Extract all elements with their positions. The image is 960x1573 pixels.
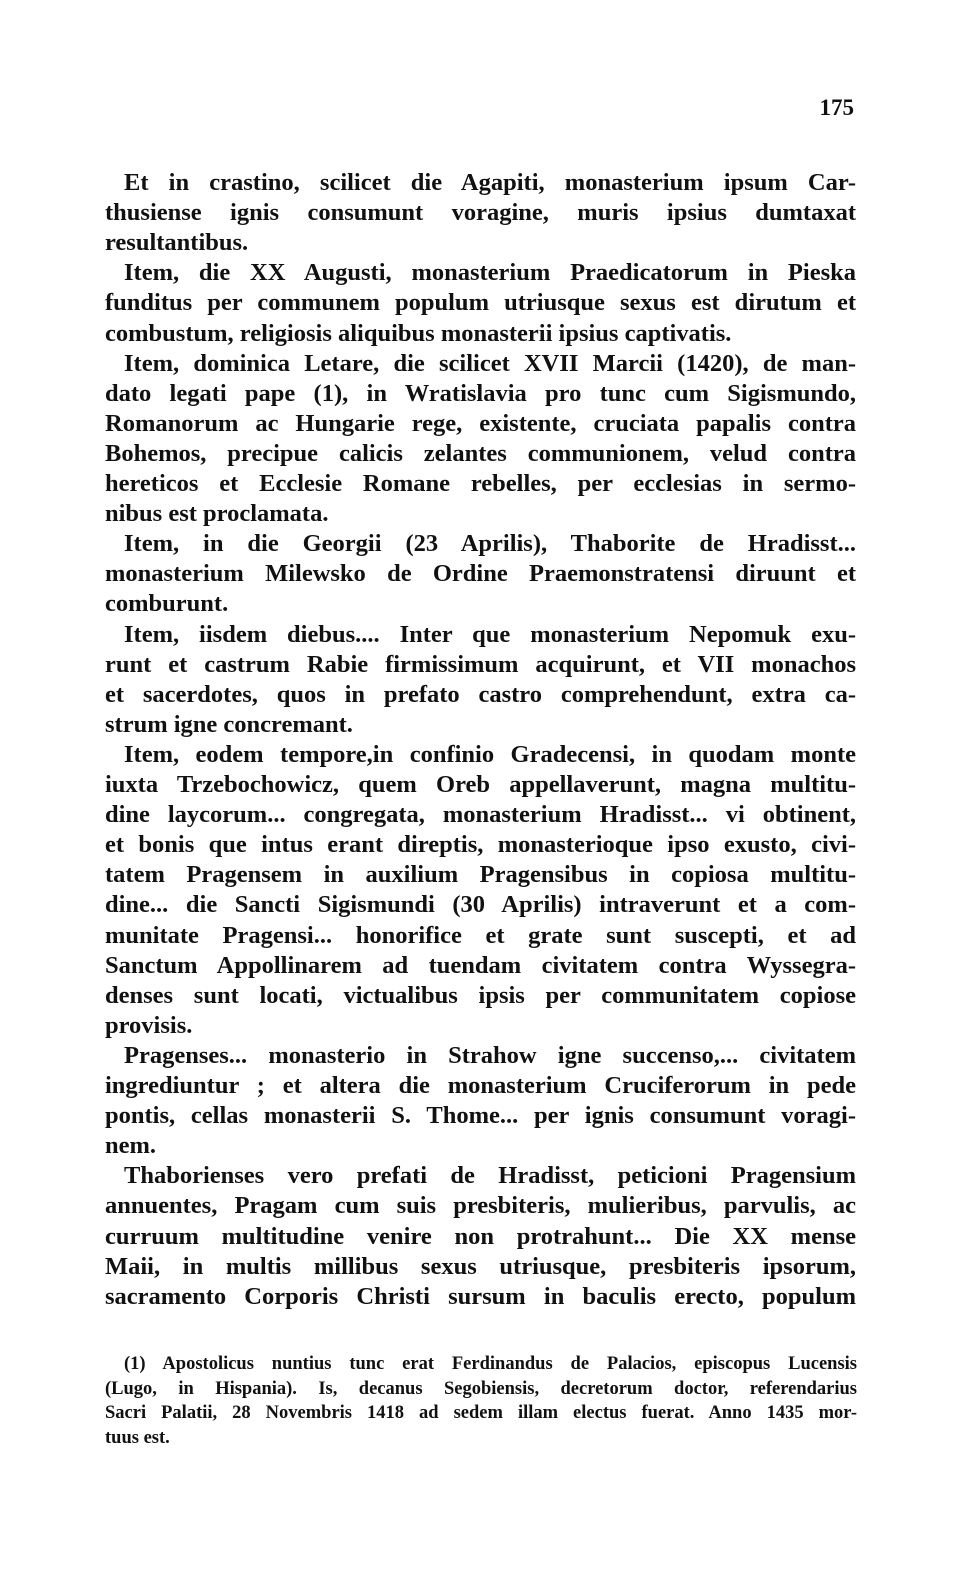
text-line: iuxta Trzebochowicz, quem Oreb appellaverunt, magna multitu- [105, 771, 856, 798]
text-line: Bohemos, precipue calicis zelantes communionem, velud contra [105, 439, 856, 467]
text-line: munitate Pragensi... honorifice et grate sunt suscepti, et ad [105, 921, 856, 949]
text-line: resultantibus. [105, 229, 249, 257]
text-line: curruum multitudine venire non protrahunt... Die XX mense [105, 1222, 856, 1250]
text-line: ingrediuntur ; et altera die monasterium Cruciferorum in pede [105, 1072, 856, 1099]
footnote-line: (1) Apostolicus nuntius tunc erat Ferdinandus de Palacios, episcopus Lucensis [124, 1354, 857, 1374]
text-line: monasterium Milewsko de Ordine Praemonstratensi diruunt et [105, 560, 856, 588]
text-line: Item, in die Georgii (23 Aprilis), Thaborite de Hradisst... [124, 530, 856, 558]
text-line: pontis, cellas monasterii S. Thome... per ignis consumunt voragi- [105, 1102, 856, 1130]
text-line: et bonis que intus erant direptis, monasterioque ipso exusto, civi- [105, 831, 856, 859]
text-line: strum igne concremant. [105, 710, 353, 738]
text-line: comburunt. [105, 590, 229, 618]
text-line: nibus est proclamata. [105, 500, 329, 528]
text-line: provisis. [105, 1011, 193, 1039]
page-number: 175 [819, 95, 854, 120]
text-line: Sanctum Appollinarem ad tuendam civitatem contra Wyssegra- [105, 951, 856, 979]
text-line: Et in crastino, scilicet die Agapiti, monasterium ipsum Car- [124, 169, 856, 196]
text-line: Maii, in multis millibus sexus utriusque, presbiteris ipsorum, [105, 1252, 856, 1280]
text-line: Romanorum ac Hungarie rege, existente, cruciata papalis contra [105, 409, 856, 437]
text-line: Item, die XX Augusti, monasterium Praedicatorum in Pieska [124, 259, 856, 287]
text-line: denses sunt locati, victualibus ipsis per communitatem copiose [105, 981, 856, 1009]
text-line: tatem Pragensem in auxilium Pragensibus in copiosa multitu- [105, 861, 856, 889]
text-line: thusiense ignis consumunt voragine, muris ipsius dumtaxat [105, 199, 856, 227]
text-line: Pragenses... monasterio in Strahow igne succenso,... civitatem [124, 1041, 856, 1069]
text-line: et sacerdotes, quos in prefato castro comprehendunt, extra ca- [105, 680, 856, 708]
text-line: sacramento Corporis Christi sursum in baculis erecto, populum [105, 1282, 856, 1310]
text-line: dine laycorum... congregata, monasterium Hradisst... vi obtinent, [105, 801, 856, 829]
text-line: Item, iisdem diebus.... Inter que monasterium Nepomuk exu- [124, 620, 856, 648]
text-line: dine... die Sancti Sigismundi (30 Aprilis) intraverunt et a com- [105, 891, 856, 919]
text-line: combustum, religiosis aliquibus monasterii ipsius captivatis. [105, 319, 732, 347]
text-line: nem. [105, 1132, 157, 1160]
text-line: Item, dominica Letare, die scilicet XVII Marcii (1420), de man- [124, 349, 856, 377]
footnote-line: Sacri Palatii, 28 Novembris 1418 ad sedem illam electus fuerat. Anno 1435 mor- [105, 1403, 857, 1423]
text-line: Item, eodem tempore,in confinio Gradecensi, in quodam monte [124, 740, 856, 768]
text-line: Thaborienses vero prefati de Hradisst, peticioni Pragensium [124, 1162, 856, 1190]
footnote-line: tuus est. [105, 1427, 170, 1448]
text-line: runt et castrum Rabie firmissimum acquirunt, et VII monachos [105, 650, 856, 678]
text-line: hereticos et Ecclesie Romane rebelles, per ecclesias in sermo- [105, 470, 856, 497]
text-line: annuentes, Pragam cum suis presbiteris, mulieribus, parvulis, ac [105, 1192, 856, 1220]
footnote-line: (Lugo, in Hispania). Is, decanus Segobiensis, decretorum doctor, referendarius [105, 1378, 857, 1399]
text-line: funditus per communem populum utriusque sexus est dirutum et [105, 289, 856, 317]
text-line: dato legati pape (1), in Wratislavia pro tunc cum Sigismundo, [105, 379, 856, 407]
